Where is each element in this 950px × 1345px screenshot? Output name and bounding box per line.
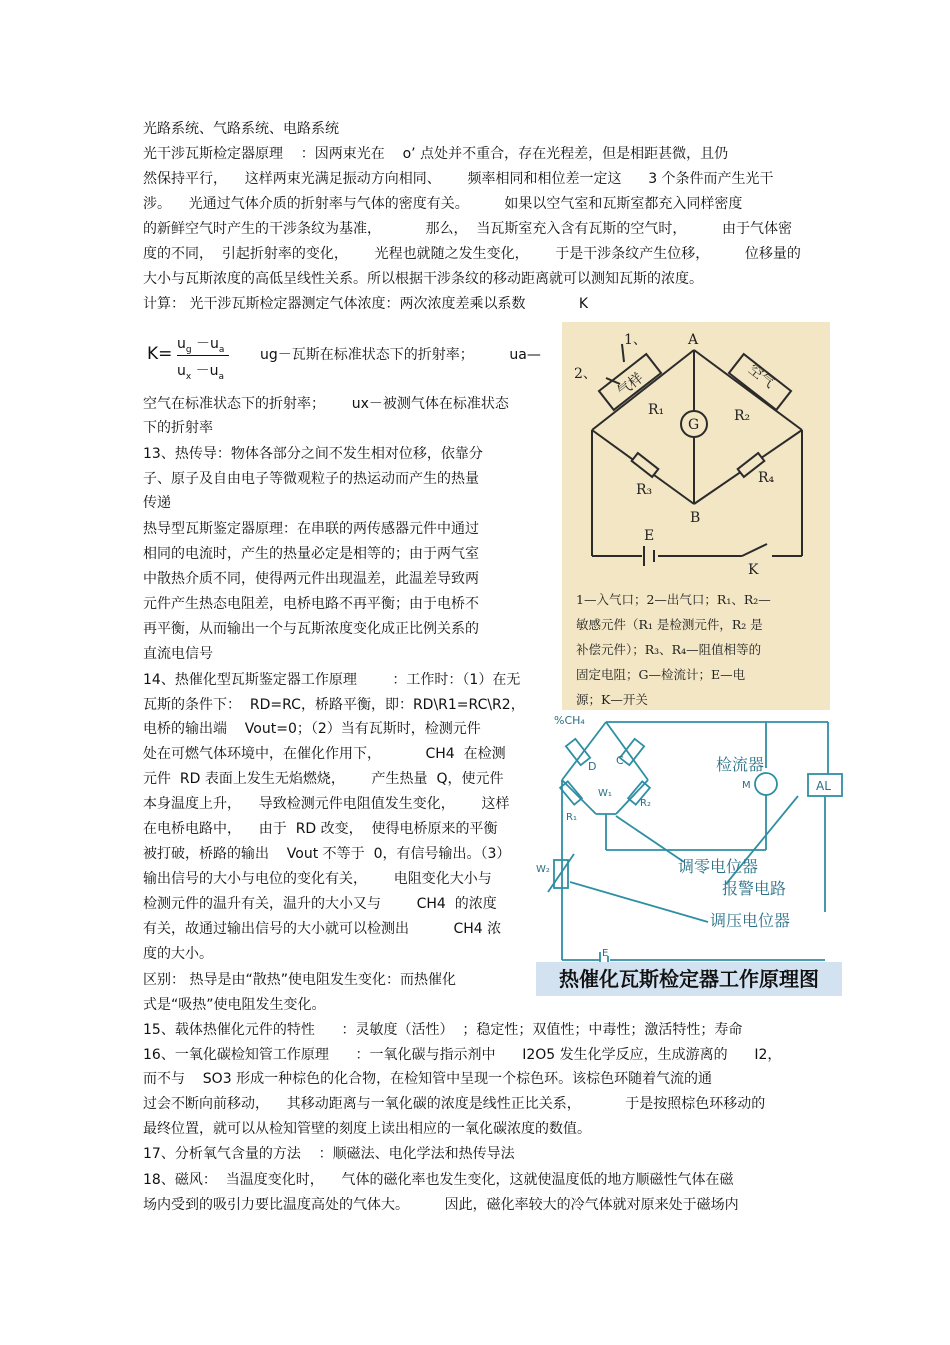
fig1-caption-line: 敏感元件（R₁ 是检测元件，R₂ 是 — [576, 617, 763, 632]
text-line: 光路系统、气路系统、电路系统 — [143, 121, 339, 137]
r4-label: R₄ — [758, 470, 775, 486]
text-line: 18、磁风： 当温度变化时， 气体的磁化率也发生变化，这就使温度低的地方顺磁性气体在磁 — [143, 1172, 734, 1188]
catalytic-diagram — [536, 712, 844, 962]
w1-label: W₁ — [598, 788, 612, 799]
fig1-caption-line: 源；K—开关 — [576, 692, 648, 707]
air-chamber-label: 空气 — [745, 361, 778, 392]
text-line: 瓦斯的条件下： RD=RC，桥路平衡，即：RD\R1=RC\R2， — [143, 697, 525, 713]
node-b-label: B — [690, 510, 701, 526]
text-line: 被打破，桥路的输出 Vout 不等于 0，有信号输出。（3） — [143, 846, 511, 862]
w2-label: W₂ — [536, 864, 550, 875]
inlet-label: 1、 — [624, 332, 647, 348]
text-line: 光干涉瓦斯检定器原理 ：因两束光在 o’ 点处并不重合，存在光程差，但是相距甚微，且仍 — [143, 146, 729, 162]
text-line: 热导型瓦斯鉴定器原理：在串联的两传感器元件中通过 — [143, 521, 479, 537]
r2-label: R₂ — [734, 408, 751, 424]
gas-label: %CH₄ — [554, 714, 585, 727]
text-line: 子、原子及自由电子等微观粒子的热运动而产生的热量 — [143, 471, 479, 487]
formula-denominator: $u_x -u_a$ — [177, 363, 225, 382]
text-line: 下的折射率 — [143, 420, 213, 436]
text-line: 空气在标准状态下的折射率； ux－被测气体在标准状态 — [143, 396, 509, 412]
d-label: D — [588, 760, 597, 773]
text-line: 元件 RD 表面上发生无焰燃烧， 产生热量 Q，使元件 — [143, 771, 504, 787]
text-line: 元件产生热态电阻差，电桥电路不再平衡；由于电桥不 — [143, 596, 479, 612]
k-formula — [147, 333, 237, 382]
text-line: 度的不同， 引起折射率的变化， 光程也就随之发生变化， 于是干涉条纹产生位移， 位移量的 — [143, 246, 801, 262]
text-line: 15、载体热催化元件的特性 ：灵敏度（活性） ；稳定性；双值性；中毒性；激活特性；寿命 — [143, 1022, 743, 1038]
text-line: 17、分析氧气含量的方法 ：顺磁法、电化学法和热传导法 — [143, 1146, 515, 1162]
text-line: 式是“吸热”使电阻发生变化。 — [143, 997, 326, 1013]
text-line: 直流电信号 — [143, 646, 213, 662]
r2-label: R₂ — [640, 798, 651, 809]
meter-label: 检流器 — [716, 755, 765, 774]
text-line: 处在可燃气体环境中，在催化作用下， CH4 在检测 — [143, 746, 506, 762]
thermal-bridge-figure — [562, 322, 830, 710]
text-line: 涉。 光通过气体介质的折射率与气体的密度有关。 如果以空气室和瓦斯室都充入同样密度 — [143, 196, 743, 212]
switch-label: K — [748, 562, 759, 578]
text-line: 场内受到的吸引力要比温度高处的气体大。 因此，磁化率较大的冷气体就对原来处于磁场内 — [143, 1197, 739, 1213]
text-line: 大小与瓦斯浓度的高低呈线性关系。所以根据干涉条纹的移动距离就可以测知瓦斯的浓度。 — [143, 271, 703, 287]
fraction-bar — [177, 355, 229, 356]
catalytic-figure-caption: 热催化瓦斯检定器工作原理图 — [536, 962, 842, 996]
e-label: E — [602, 948, 609, 959]
outlet-label: 2、 — [574, 366, 597, 382]
formula-description: ug－瓦斯在标准状态下的折射率； ua— — [260, 347, 541, 363]
battery-label: E — [644, 528, 655, 544]
al-label: AL — [816, 779, 831, 793]
c-label: C — [616, 754, 624, 767]
text-line: 再平衡，从而输出一个与瓦斯浓度变化成正比例关系的 — [143, 621, 479, 637]
alarm-circuit-label: 报警电路 — [722, 879, 787, 898]
text-line: 检测元件的温升有关，温升的大小又与 CH4 的浓度 — [143, 896, 497, 912]
r3-label: R₃ — [636, 482, 653, 498]
text-line: 区别： 热导是由“散热”使电阻发生变化：而热催化 — [143, 972, 456, 988]
text-line: 最终位置，就可以从检知管壁的刻度上读出相应的一氧化碳浓度的数值。 — [143, 1121, 591, 1137]
r1-label: R₁ — [566, 812, 577, 823]
text-line: 在电桥电路中， 由于 RD 改变， 使得电桥原来的平衡 — [143, 821, 498, 837]
r1-label: R₁ — [648, 402, 665, 418]
text-line: 计算： 光干涉瓦斯检定器测定气体浓度：两次浓度差乘以系数 K — [143, 296, 589, 312]
text-line: 度的大小。 — [143, 946, 213, 962]
formula-numerator: $u_g -u_a$ — [177, 336, 225, 355]
text-line: 有关，故通过输出信号的大小就可以检测出 CH4 浓 — [143, 921, 502, 937]
fig1-caption-line: 1—入气口；2—出气口；R₁、R₂— — [576, 592, 771, 607]
m-label: M — [742, 780, 751, 791]
text-line: 然保持平行， 这样两束光满足振动方向相同、 频率相同和相位差一定这 3 个条件而产生光干 — [143, 171, 774, 187]
text-line: 而不与 SO3 形成一种棕色的化合物，在检知管中呈现一个棕色环。该棕色环随着气流的通 — [143, 1071, 713, 1087]
text-line: 电桥的输出端 Vout=0；（2）当有瓦斯时，检测元件 — [143, 721, 481, 737]
fig1-caption-line: 补偿元件）；R₃、R₄—阻值相等的 — [576, 642, 762, 657]
text-line: 14、热催化型瓦斯鉴定器工作原理 ：工作时：（1）在无 — [143, 672, 521, 688]
text-line: 16、一氧化碳检知管工作原理 ：一氧化碳与指示剂中 I2O5 发生化学反应，生成游离的 I2， — [143, 1047, 782, 1063]
text-line: 过会不断向前移动， 其移动距离与一氧化碳的浓度是线性正比关系， 于是按照棕色环移动的 — [143, 1096, 766, 1112]
sample-chamber-label: 气样 — [614, 370, 647, 401]
voltage-pot-label: 调压电位器 — [710, 911, 791, 930]
catalytic-detector-figure — [536, 712, 844, 1002]
text-line: 输出信号的大小与电位的变化有关， 电阻变化大小与 — [143, 871, 492, 887]
fig1-caption-line: 固定电阻；G—检流计；E—电 — [576, 667, 746, 682]
text-line: 本身温度上升， 导致检测元件电阻值发生变化， 这样 — [143, 796, 510, 812]
formula-lhs: K= — [147, 344, 173, 364]
text-line: 的新鲜空气时产生的干涉条纹为基准， 那么， 当瓦斯室充入含有瓦斯的空气时， 由于气体密 — [143, 221, 793, 237]
text-line: 13、热传导：物体各部分之间不发生相对位移，依靠分 — [143, 446, 483, 462]
galvanometer-label: G — [688, 417, 700, 433]
node-a-label: A — [688, 332, 699, 348]
text-line: 中散热介质不同，使得两元件出现温差，此温差导致两 — [143, 571, 479, 587]
text-line: 传递 — [143, 495, 171, 511]
zero-pot-label: 调零电位器 — [678, 857, 759, 876]
text-line: 相同的电流时，产生的热量必定是相等的；由于两气室 — [143, 546, 479, 562]
